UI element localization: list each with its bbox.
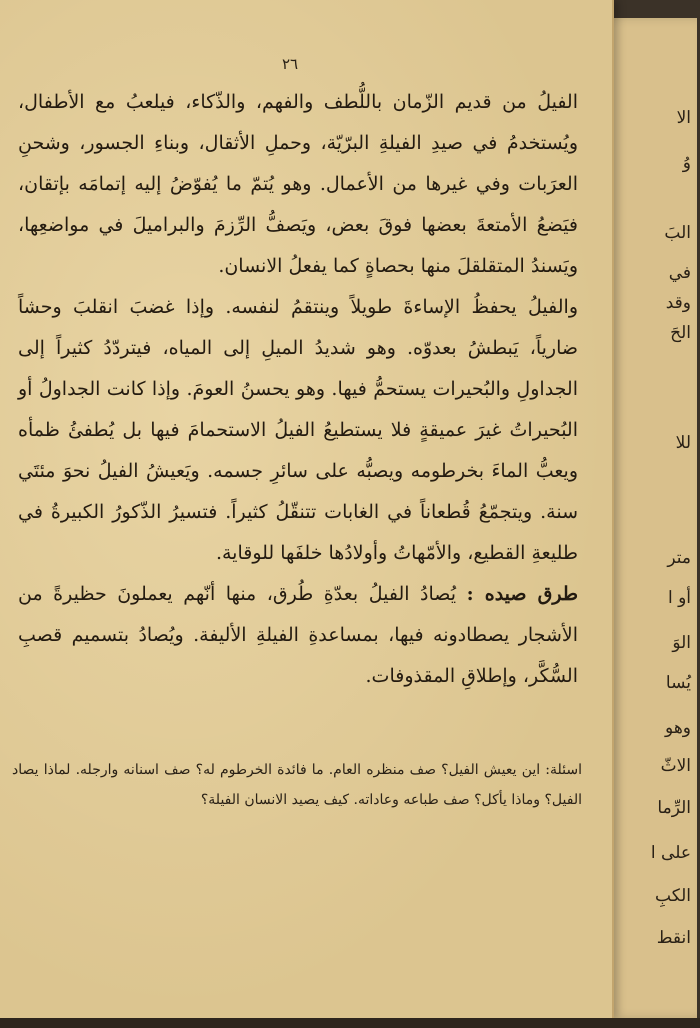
- edge-line: متر: [667, 548, 691, 568]
- edge-line: الاثّ: [660, 756, 691, 776]
- edge-line: على ا: [650, 843, 691, 863]
- paragraph-elephant-behavior: والفيلُ يحفظُ الإساءةَ طويلاً وينتقمُ لنفسه. وإذا غضبَ انقلبَ وحشاً ضارياً، يَبطشُ بعدوّه. وهو شديدُ الميلِ إلى المياه، فيتردّدُ كثيراً إلى الجداولِ والبُحيرات يستحمُّ فيها. وهو يحسنُ العومَ. وإذا كانت الجداولُ أو البُحيراتُ غيرَ عميقةٍ فلا يستطيعُ الفيلُ الاستحمامَ فيها بل يُطفئُ ظمأه ويعبُّ الماءَ بخرطومه ويصبُّه على سائرِ جسمه. ويَعيشُ الفيلُ نحوَ مئتَي سنة. ويتجمّعُ قُطعاناً في الغابات تتنقّلُ كثيراً. فتسيرُ الذّكورُ الكبيرةُ في طليعةِ القطيع، والأمّهاتُ وأولادُها خلفَها للوقاية.: [18, 296, 578, 564]
- edge-line: الرِّما: [657, 798, 691, 818]
- page-body: [18, 82, 578, 697]
- edge-line: أو ا: [667, 588, 691, 608]
- edge-line: الكبِ: [655, 886, 691, 906]
- scan-bottom-edge: [0, 1018, 700, 1028]
- edge-line: الوَ: [672, 633, 691, 653]
- paragraph-hunting-text: يُصادُ الفيلُ بعدّةِ طُرق، منها أنّهم يعملونَ حظيرةً من الأشجار يصطادونه فيها، بمساعدةِ الفيلةِ الأليفة. ويُصادُ بتسميم قصبِ السُّكَّر، وإطلاقِ المقذوفات.: [18, 583, 578, 687]
- edge-line: الحَ: [670, 323, 691, 343]
- paragraph-elephant-traits: الفيلُ من قديم الزّمان باللُّطف والفهم، والذّكاء، فيلعبُ مع الأطفال، ويُستخدمُ في صيدِ الفيلةِ البرّيّة، وحملِ الأثقال، وبناءِ الجسور، وشحنِ العرَبات وفي غيرها من الأعمال. وهو يُتمّ ما يُفوّضُ إليه إتمامَه بإتقان، فيَضعُ الأمتعةَ بعضها فوقَ بعض، ويَصفُّ الرِّزمَ والبراميلَ في مواضعِها، ويَسندُ المتقلقلَ منها بحصاةٍ كما يفعلُ الانسان.: [18, 91, 578, 277]
- edge-line: للا: [675, 433, 691, 453]
- questions-block: اسئلة: اين يعيش الفيل؟ صف منظره العام. ما فائدة الخرطوم له؟ صف اسنانه وارجله. لماذا يصاد الفيل؟ وماذا يأكل؟ صف طباعه وعاداته. كيف يصيد الانسان الفيلة؟: [12, 762, 582, 808]
- paragraph-hunting: [18, 574, 578, 697]
- edge-line: البَ: [664, 223, 691, 243]
- page-number: ٢٦: [281, 55, 299, 73]
- edge-line: يُسا: [665, 673, 691, 693]
- edge-line: وهو: [665, 718, 691, 738]
- edge-line: وقد: [665, 293, 691, 313]
- edge-line: الا: [676, 108, 691, 128]
- edge-line: وُ: [682, 153, 691, 173]
- edge-line: انقط: [656, 928, 691, 948]
- section-heading: طرق صيده :: [466, 583, 578, 605]
- edge-line: في: [668, 263, 691, 283]
